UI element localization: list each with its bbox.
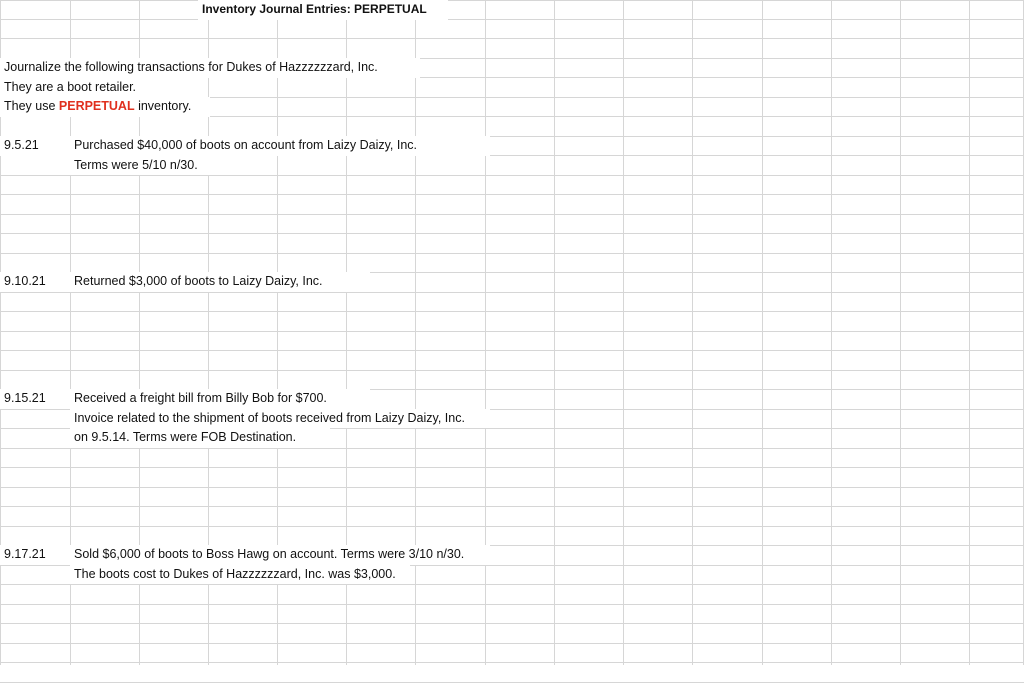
- grid-row: [0, 585, 1024, 605]
- grid-row: [0, 195, 1024, 215]
- transaction-date[interactable]: 9.10.21: [0, 272, 70, 292]
- grid-row: [0, 624, 1024, 644]
- grid-row: [0, 312, 1024, 332]
- perpetual-highlight: PERPETUAL: [58, 99, 135, 113]
- transaction-line[interactable]: Terms were 5/10 n/30.: [70, 156, 270, 176]
- grid-column-line: [554, 0, 555, 665]
- grid-column-line: [831, 0, 832, 665]
- transaction-date[interactable]: 9.17.21: [0, 545, 70, 565]
- transaction-date[interactable]: 9.5.21: [0, 136, 70, 156]
- grid-row: [0, 527, 1024, 547]
- intro-line-3[interactable]: [0, 97, 210, 117]
- grid-row: [0, 332, 1024, 352]
- grid-row: [0, 351, 1024, 371]
- transaction-line[interactable]: The boots cost to Dukes of Hazzzzzzard, Inc. was $3,000.: [70, 565, 410, 585]
- grid-row: [0, 234, 1024, 254]
- transaction-date[interactable]: 9.15.21: [0, 389, 70, 409]
- grid-column-line: [900, 0, 901, 665]
- transaction-line[interactable]: Received a freight bill from Billy Bob for $700.: [70, 389, 370, 409]
- grid-row: [0, 254, 1024, 274]
- grid-column-line: [623, 0, 624, 665]
- grid-column-line: [485, 0, 486, 665]
- transaction-line[interactable]: Purchased $40,000 of boots on account from Laizy Daizy, Inc.: [70, 136, 490, 156]
- grid-column-line: [415, 0, 416, 665]
- grid-row: [0, 488, 1024, 508]
- grid-row: [0, 468, 1024, 488]
- intro-line-1[interactable]: Journalize the following transactions for Dukes of Hazzzzzzard, Inc.: [0, 58, 420, 78]
- grid-row: [0, 20, 1024, 40]
- grid-row: [0, 293, 1024, 313]
- grid-row: [0, 39, 1024, 59]
- transaction-line[interactable]: on 9.5.14. Terms were FOB Destination.: [70, 428, 330, 448]
- grid-row: [0, 507, 1024, 527]
- grid-row: [0, 449, 1024, 469]
- intro-line-3-prefix: They use: [4, 99, 59, 113]
- grid-column-line: [692, 0, 693, 665]
- grid-row: [0, 215, 1024, 235]
- sheet-title[interactable]: Inventory Journal Entries: PERPETUAL: [198, 0, 448, 20]
- grid-row: [0, 0, 1024, 20]
- grid-row: [0, 644, 1024, 664]
- grid-column-line: [969, 0, 970, 665]
- transaction-line[interactable]: Sold $6,000 of boots to Boss Hawg on account. Terms were 3/10 n/30.: [70, 545, 490, 565]
- intro-line-3-suffix: inventory.: [134, 99, 192, 113]
- grid-row: [0, 176, 1024, 196]
- transaction-line[interactable]: Invoice related to the shipment of boots received from Laizy Daizy, Inc.: [70, 409, 490, 429]
- intro-line-2[interactable]: They are a boot retailer.: [0, 78, 180, 98]
- transaction-line[interactable]: Returned $3,000 of boots to Laizy Daizy, Inc.: [70, 272, 370, 292]
- grid-row: [0, 371, 1024, 391]
- grid-row: [0, 663, 1024, 683]
- grid-row: [0, 605, 1024, 625]
- grid-column-line: [762, 0, 763, 665]
- grid-row: [0, 117, 1024, 137]
